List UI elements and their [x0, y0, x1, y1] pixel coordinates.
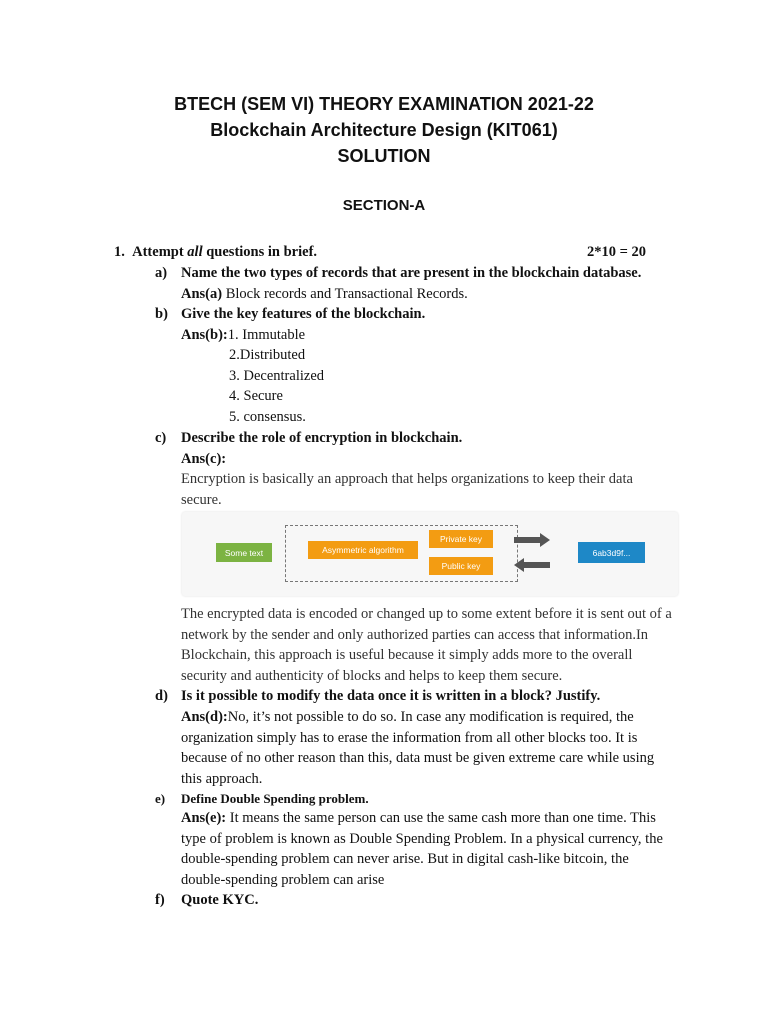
section-heading: SECTION-A: [342, 197, 426, 214]
question-e: [155, 789, 369, 809]
question-d: [155, 686, 600, 706]
question-e-label: e): [155, 791, 166, 806]
answer-c-body: The encrypted data is encoded or changed up to some extent before it is sent out of a network by the sender and only authorized parties can access that information.In Blockchain, this approach is useful because it simply adds more to the overall security and authenticity of blocks and helps to keep them secure.: [181, 606, 672, 684]
feature-item: 2.Distributed: [229, 347, 306, 363]
answer-c-label: Ans(c):: [181, 451, 227, 467]
answer-e: [181, 808, 676, 890]
answer-e-text: It means the same person can use the same cash more than one time. This type of problem is known as Double Spending Problem. In a physical currency, the double-spending problem can never arise. But in digital cash-like bitcoin, the double-spending problem can arise: [181, 810, 663, 888]
private-key-box: Private key: [429, 530, 493, 548]
answer-d-label: Ans(d):: [181, 709, 228, 725]
left-arrow-shaft: [522, 562, 550, 568]
public-key-box: Public key: [429, 557, 493, 575]
question-b-text: Give the key features of the blockchain.: [181, 306, 426, 322]
left-arrow-head: [514, 558, 524, 572]
asymmetric-algorithm-box: Asymmetric algorithm: [308, 541, 418, 559]
arrows-icon: [512, 532, 552, 572]
question-d-text: Is it possible to modify the data once it is written in a block? Justify.: [181, 688, 601, 704]
question-e-text: Define Double Spending problem.: [181, 791, 369, 806]
answer-b: [181, 325, 305, 345]
hash-output-box: 6ab3d9f...: [578, 542, 645, 563]
question-c-label: c): [155, 430, 167, 446]
question-b-label: b): [155, 306, 168, 322]
some-text-box: Some text: [216, 543, 272, 562]
question-b: [155, 304, 425, 324]
question-a: [155, 263, 641, 283]
answer-d: [181, 707, 676, 789]
answer-a-label: Ans(a): [181, 286, 223, 302]
question-number: 1.: [114, 244, 125, 260]
question-d-label: d): [155, 688, 168, 704]
right-arrow-head: [540, 533, 550, 547]
course-title: Blockchain Architecture Design (KIT061): [210, 120, 558, 140]
question-c-text: Describe the role of encryption in blockchain.: [181, 430, 463, 446]
question-f: [155, 890, 258, 910]
question-1-pre: Attempt: [132, 244, 188, 260]
question-c: [155, 428, 462, 448]
solution-title: SOLUTION: [337, 146, 431, 166]
question-1: [114, 242, 317, 262]
marks: 2*10 = 20: [587, 244, 647, 260]
answer-b-label: Ans(b):: [181, 327, 228, 343]
feature-item: 1. Immutable: [227, 327, 306, 343]
answer-e-label: Ans(e):: [181, 810, 227, 826]
answer-d-text: No, it’s not possible to do so. In case any modification is required, the organization simply has to erase the information from all other blocks too. It is because of no other reason than this, data must be given extreme care while using this approach.: [181, 709, 655, 787]
answer-a: [181, 284, 468, 304]
answer-a-text: Block records and Transactional Records.: [222, 286, 468, 302]
question-f-label: f): [155, 892, 165, 908]
answer-c-intro: Encryption is basically an approach that helps organizations to keep their data secure.: [181, 471, 633, 508]
question-1-emphasis: all: [187, 244, 203, 260]
question-f-text: Quote KYC.: [181, 892, 259, 908]
exam-title: BTECH (SEM VI) THEORY EXAMINATION 2021-22: [174, 94, 594, 114]
feature-item: 3. Decentralized: [229, 368, 325, 384]
feature-item: 4. Secure: [229, 388, 283, 404]
question-a-label: a): [155, 265, 168, 281]
question-1-post: questions in brief.: [202, 244, 318, 260]
question-a-text: Name the two types of records that are present in the blockchain database.: [181, 265, 642, 281]
encryption-diagram: [182, 512, 678, 596]
right-arrow-shaft: [514, 537, 542, 543]
feature-item: 5. consensus.: [229, 409, 306, 425]
